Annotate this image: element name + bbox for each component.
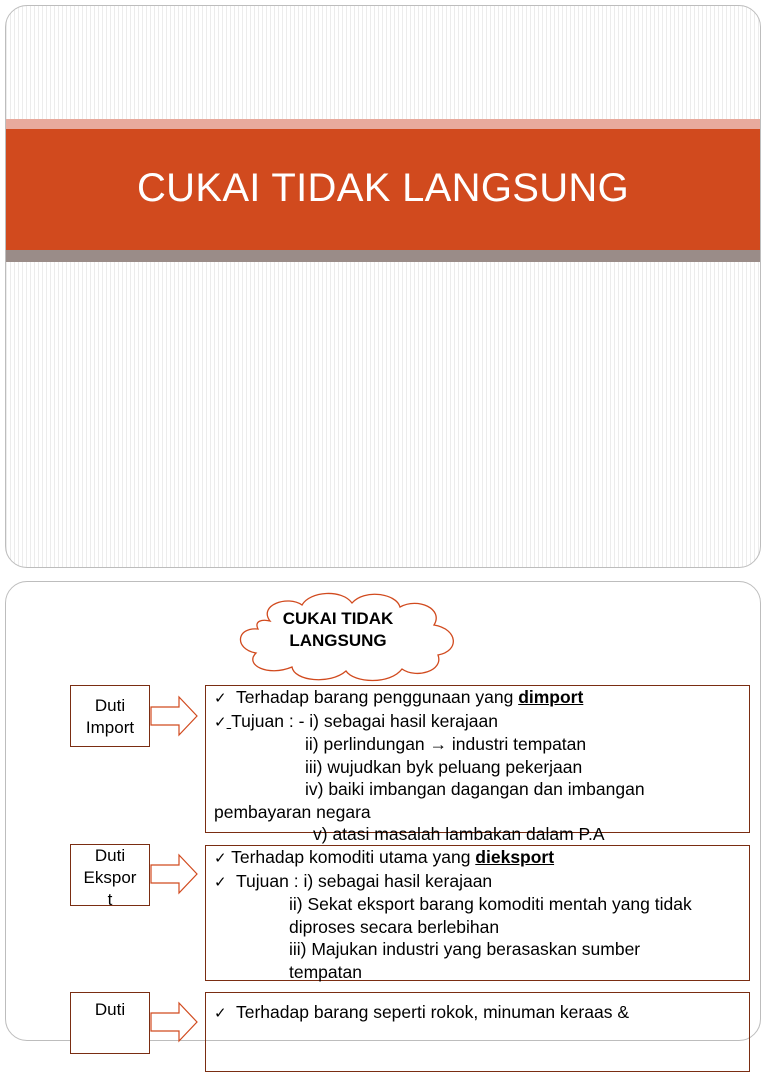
import-line-4: iii) wujudkan byk peluang pekerjaan [305,756,583,777]
cloud-title-line2: LANGSUNG [289,631,387,650]
check-icon: ✓ [214,872,227,891]
check-icon: ✓ [214,689,227,707]
import-line-3: ii) perlindungan [305,734,430,754]
check-icon: ✓ [214,1004,227,1022]
label-line: Ekspor [83,868,137,887]
right-arrow-icon [150,696,198,736]
import-line-7: v) atasi masalah lambakan dalam P.A [313,824,605,844]
right-arrow-icon [150,854,198,894]
eksport-line-6: tempatan [289,961,362,982]
import-line-2: Tujuan : - i) sebagai hasil kerajaan [231,710,498,731]
title-band-bottom [6,250,760,262]
label-line: Duti [94,846,126,865]
label-line: Duti [94,696,126,715]
third-line-1: Terhadap barang seperti rokok, minuman keraas & [236,1002,629,1022]
eksport-line-1: Terhadap komoditi utama yang [231,847,476,867]
check-icon: ✓ [214,849,227,867]
import-line-6: pembayaran negara [214,801,371,822]
eksport-line-3: ii) Sekat eksport barang komoditi mentah yang tidak [289,894,692,914]
slide-title: CUKAI TIDAK LANGSUNG [136,166,630,210]
label-line: Duti [94,1000,126,1019]
check-icon: ✓ [214,712,227,731]
label-duti-eksport [70,844,150,909]
content-slide [5,581,761,1041]
content-box-eksport [205,845,750,981]
eksport-keyword: dieksport [475,847,555,867]
right-arrow-icon [150,1002,198,1042]
content-box-third [205,992,750,1072]
eksport-line-2: Tujuan : i) sebagai hasil kerajaan [236,870,493,891]
label-duti-third [70,992,150,1054]
cloud-title-line1: CUKAI TIDAK [282,609,394,628]
eksport-line-4: diproses secara berlebihan [289,916,500,937]
label-line: t [107,890,113,909]
import-line-1: Terhadap barang penggunaan yang [236,687,519,707]
eksport-line-5: iii) Majukan industri yang berasaskan sumber [289,939,641,959]
content-box-import [205,685,750,844]
import-keyword: dimport [518,687,584,707]
import-line-5: iv) baiki imbangan dagangan dan imbangan [305,779,645,799]
title-slide [5,5,761,568]
import-line-3b: industri tempatan [447,734,587,754]
arrow-right-icon: → [429,734,448,754]
label-duti-import [70,685,150,747]
label-line: Import [85,718,135,737]
cloud-title [232,608,444,652]
